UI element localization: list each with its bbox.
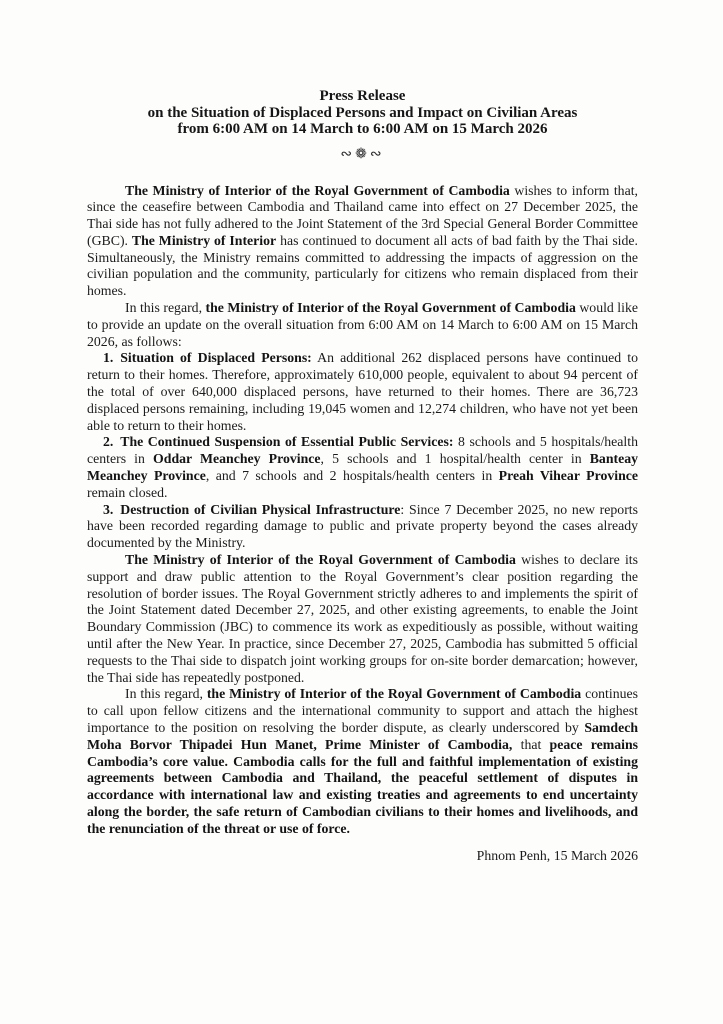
bold-text-run: Preah Vihear Province: [498, 468, 638, 484]
text-run: would like to provide an update on the overall situation from 6:00 AM on 14 March to 6:00 AM on 15 March 2026, as follows:: [87, 300, 638, 349]
text-run: wishes to inform that, since the ceasefire between Cambodia and Thailand came into effect on 27 December 2025, the Thai side has not fully adhered to the Joint Statement of the 3rd Special General Border Committee (GBC).: [87, 182, 638, 248]
bold-text-run: 1. Situation of Displaced Persons:: [103, 350, 312, 366]
text-run: wishes to declare its support and draw public attention to the Royal Government’s clear position regarding the resolution of border issues. The Royal Government strictly adheres to and implements the spirit of the Joint Statement dated December 27, 2025, and other existing agreements, to enable the Joint Boundary Commission (JBC) to commence its work as expeditiously as possible, without waiting until after the New Year. In practice, since December 27, 2025, Cambodia has submitted 5 official requests to the Thai side to dispatch joint working groups for on-site border demarcation; however, the Thai side has repeatedly postponed.: [87, 552, 638, 685]
paragraph-call-to-action: [87, 686, 638, 837]
item-3-infrastructure: [87, 502, 638, 552]
text-run: An additional 262 displaced persons have continued to return to their homes. Therefore, approximately 610,000 people, equivalent to about 94 percent of the total of over 640,000 displaced persons, have returned to their homes. There are 36,723 displaced persons remaining, including 19,045 women and 12,274 children, who have not yet been able to return to their homes.: [87, 350, 638, 433]
bold-text-run: 3. Destruction of Civilian Physical Infrastructure: [103, 501, 401, 517]
text-run: continues to call upon fellow citizens and the international community to support and attach the highest importance to the position on resolving the border dispute, as clearly underscored by: [87, 686, 638, 735]
bold-text-run: The Ministry of Interior of the Royal Government of Cambodia: [125, 552, 516, 568]
bold-text-run: .: [224, 753, 234, 769]
text-run: , and 7 schools and 2 hospitals/health centers in: [205, 468, 499, 484]
paragraph-update-lead: [87, 300, 638, 350]
document-content: [87, 88, 638, 864]
bold-text-run: The Ministry of Interior of the Royal Government of Cambodia: [125, 182, 510, 198]
paragraph-intro: [87, 183, 638, 301]
bold-text-run: Samdech Moha Borvor Thipadei Hun Manet, Prime Minister of Cambodia,: [87, 720, 638, 752]
item-2-public-services: [87, 434, 638, 501]
dateline: Phnom Penh, 15 March 2026: [476, 847, 638, 863]
text-run: In this regard,: [125, 300, 206, 316]
paragraph-border-position: [87, 552, 638, 686]
bold-text-run: The Ministry of Interior: [131, 232, 277, 248]
bold-text-run: Banteay Meanchey Province: [87, 451, 639, 484]
bold-text-run: the Ministry of Interior of the Royal Government of Cambodia: [205, 300, 576, 316]
document-title: [87, 88, 638, 138]
text-run: remain closed.: [87, 484, 168, 500]
text-run: has continued to document all acts of bad faith by the Thai side. Simultaneously, the Ministry remains committed to addressing the impacts of aggression on the civilian population and the community, particularly for citizens who remain displaced from their homes.: [87, 232, 638, 299]
title-line-3: from 6:00 AM on 14 March to 6:00 AM on 15 March 2026: [177, 121, 548, 137]
text-run: that: [512, 736, 550, 752]
text-run: 8 schools and 5 hospitals/health centers in: [87, 434, 638, 467]
text-run: , 5 schools and 1 hospital/health center in: [320, 451, 590, 467]
item-1-displaced-persons: [87, 350, 638, 434]
bold-text-run: 2. The Continued Suspension of Essential Public Services:: [103, 434, 454, 450]
document-body: [87, 183, 638, 838]
title-line-2: on the Situation of Displaced Persons and Impact on Civilian Areas: [147, 104, 578, 121]
bold-text-run: Oddar Meanchey Province: [153, 451, 321, 467]
title-line-1: Press Release: [319, 88, 406, 104]
bold-text-run: Cambodia calls for the full and faithful implementation of existing agreements between Cambodia and Thailand, the peaceful settlement of disputes in accordance with international law and existing treaties and agreements to end uncertainty along the border, the safe return of Cambodian civilians to their homes and livelihoods, and the renunciation of the threat or use of force.: [87, 753, 638, 836]
bold-text-run: the Ministry of Interior of the Royal Government of Cambodia: [206, 686, 582, 702]
bold-text-run: peace remains Cambodia’s core value: [87, 736, 638, 769]
text-run: In this regard,: [125, 686, 207, 702]
text-run: : Since 7 December 2025, no new reports have been recorded regarding damage to public and private property beyond the cases already documented by the Ministry.: [87, 501, 638, 551]
floral-ornament-divider: ∾❁∾: [340, 146, 385, 162]
